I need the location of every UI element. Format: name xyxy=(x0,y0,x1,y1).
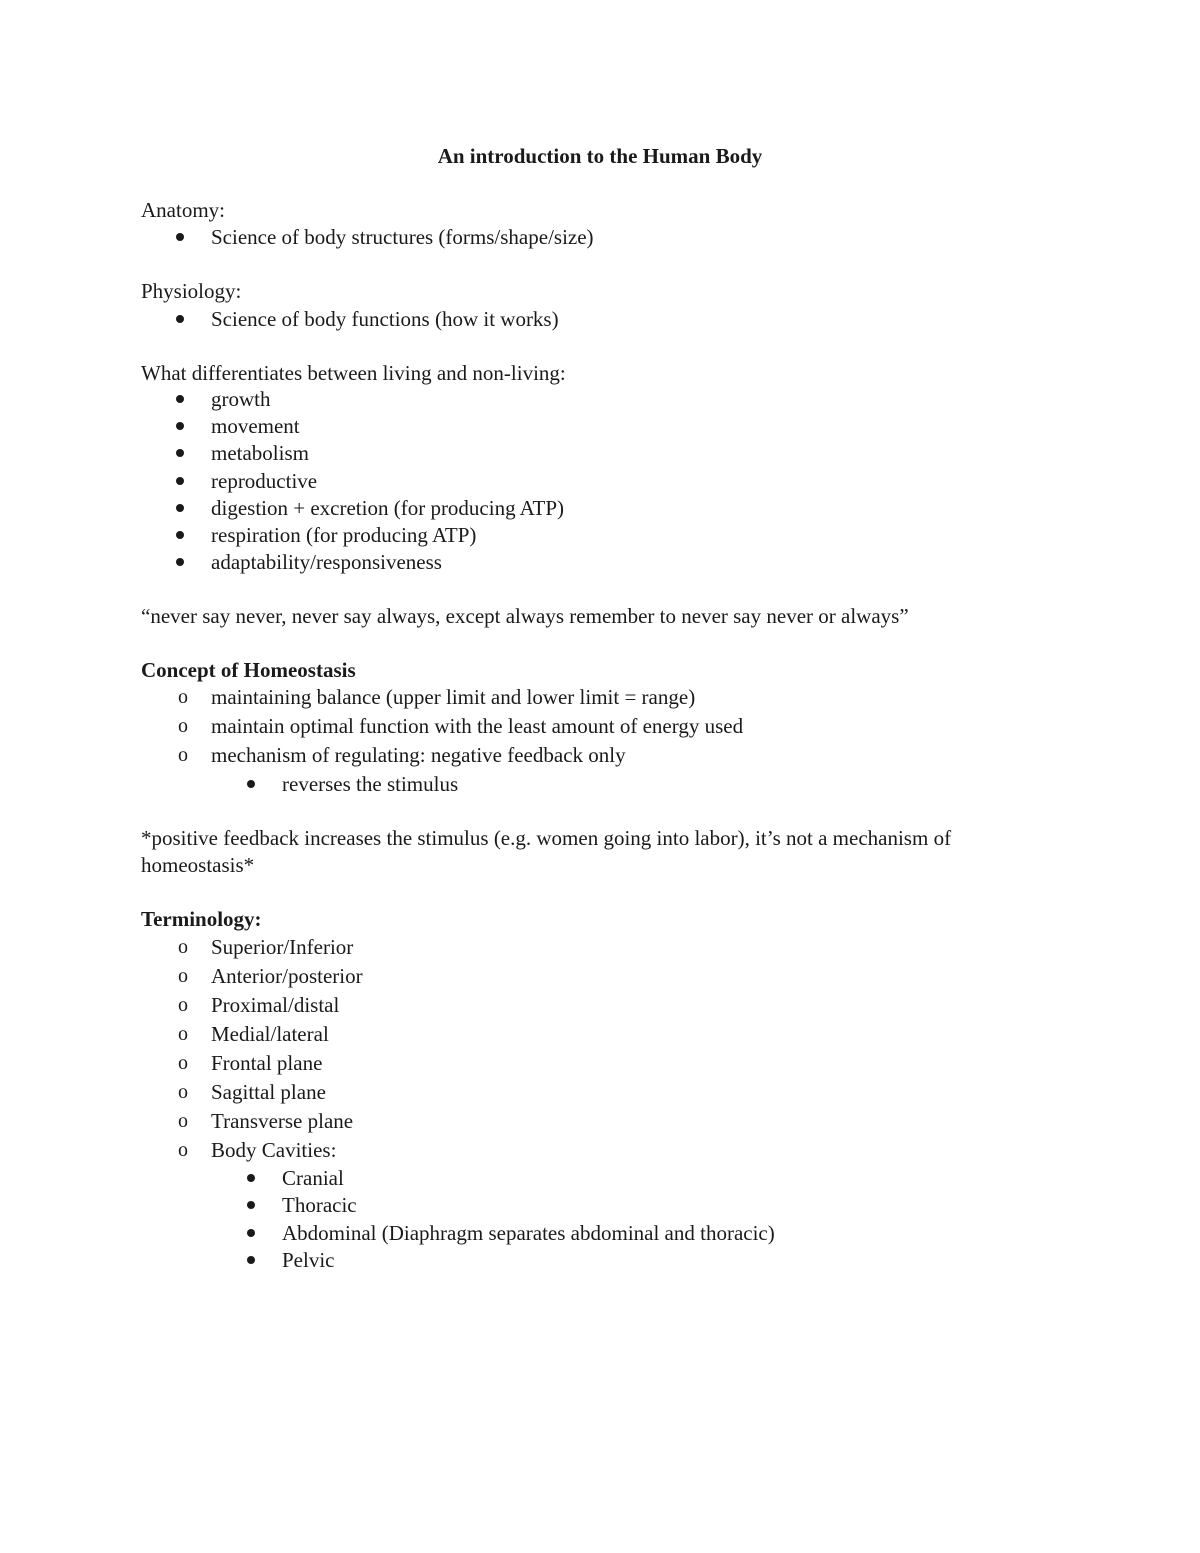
homeostasis-item: mechanism of regulating: negative feedback only xyxy=(211,743,626,767)
living-item: movement xyxy=(211,414,300,438)
cavity-item: Cranial xyxy=(282,1166,344,1190)
circle-bullet-icon: o xyxy=(178,1081,188,1103)
living-item: growth xyxy=(211,387,271,411)
living-heading: What differentiates between living and non-living: xyxy=(141,361,566,385)
quote: “never say never, never say always, except always remember to never say never or always” xyxy=(141,604,909,628)
bullet-icon xyxy=(176,531,184,539)
bullet-icon xyxy=(247,1201,255,1209)
positive-feedback-note: *positive feedback increases the stimulus (e.g. women going into labor), it’s not a mechanism of homeostasis* xyxy=(141,826,952,877)
circle-bullet-icon: o xyxy=(178,744,188,766)
physiology-heading: Physiology: xyxy=(141,279,242,303)
circle-bullet-icon: o xyxy=(178,1023,188,1045)
bullet-icon xyxy=(176,504,184,512)
bullet-icon xyxy=(176,449,184,457)
terminology-item: Body Cavities: xyxy=(211,1138,337,1162)
terminology-item: Medial/lateral xyxy=(211,1022,329,1046)
circle-bullet-icon: o xyxy=(178,965,188,987)
living-item: reproductive xyxy=(211,469,318,493)
homeostasis-heading: Concept of Homeostasis xyxy=(141,658,356,682)
terminology-item: Proximal/distal xyxy=(211,993,340,1017)
bullet-icon xyxy=(176,395,184,403)
circle-bullet-icon: o xyxy=(178,1139,188,1161)
living-item: respiration (for producing ATP) xyxy=(211,523,477,547)
bullet-icon xyxy=(176,558,184,566)
terminology-item: Frontal plane xyxy=(211,1051,323,1075)
circle-bullet-icon: o xyxy=(178,994,188,1016)
homeostasis-subitem: reverses the stimulus xyxy=(282,772,459,796)
terminology-item: Transverse plane xyxy=(211,1109,354,1133)
terminology-item: Anterior/posterior xyxy=(211,964,363,988)
cavity-item: Abdominal (Diaphragm separates abdominal and thoracic) xyxy=(282,1221,775,1245)
cavity-item: Thoracic xyxy=(282,1193,357,1217)
bullet-icon xyxy=(247,780,255,788)
bullet-icon xyxy=(176,315,184,323)
living-item: adaptability/responsiveness xyxy=(211,550,442,574)
bullet-icon xyxy=(176,233,184,241)
bullet-icon xyxy=(176,477,184,485)
bullet-icon xyxy=(176,422,184,430)
terminology-item: Superior/Inferior xyxy=(211,935,354,959)
bullet-icon xyxy=(247,1174,255,1182)
homeostasis-item: maintaining balance (upper limit and lower limit = range) xyxy=(211,685,696,709)
circle-bullet-icon: o xyxy=(178,1052,188,1074)
bullet-icon xyxy=(247,1229,255,1237)
living-item: metabolism xyxy=(211,441,309,465)
anatomy-item: Science of body structures (forms/shape/size) xyxy=(211,225,594,249)
circle-bullet-icon: o xyxy=(178,715,188,737)
homeostasis-item: maintain optimal function with the least amount of energy used xyxy=(211,714,744,738)
living-item: digestion + excretion (for producing ATP) xyxy=(211,496,565,520)
bullet-icon xyxy=(247,1256,255,1264)
circle-bullet-icon: o xyxy=(178,686,188,708)
document-title: An introduction to the Human Body xyxy=(437,144,763,168)
terminology-heading: Terminology: xyxy=(141,907,262,931)
circle-bullet-icon: o xyxy=(178,1110,188,1132)
terminology-item: Sagittal plane xyxy=(211,1080,326,1104)
cavity-item: Pelvic xyxy=(282,1248,335,1272)
anatomy-heading: Anatomy: xyxy=(141,198,225,222)
circle-bullet-icon: o xyxy=(178,936,188,958)
physiology-item: Science of body functions (how it works) xyxy=(211,307,559,331)
